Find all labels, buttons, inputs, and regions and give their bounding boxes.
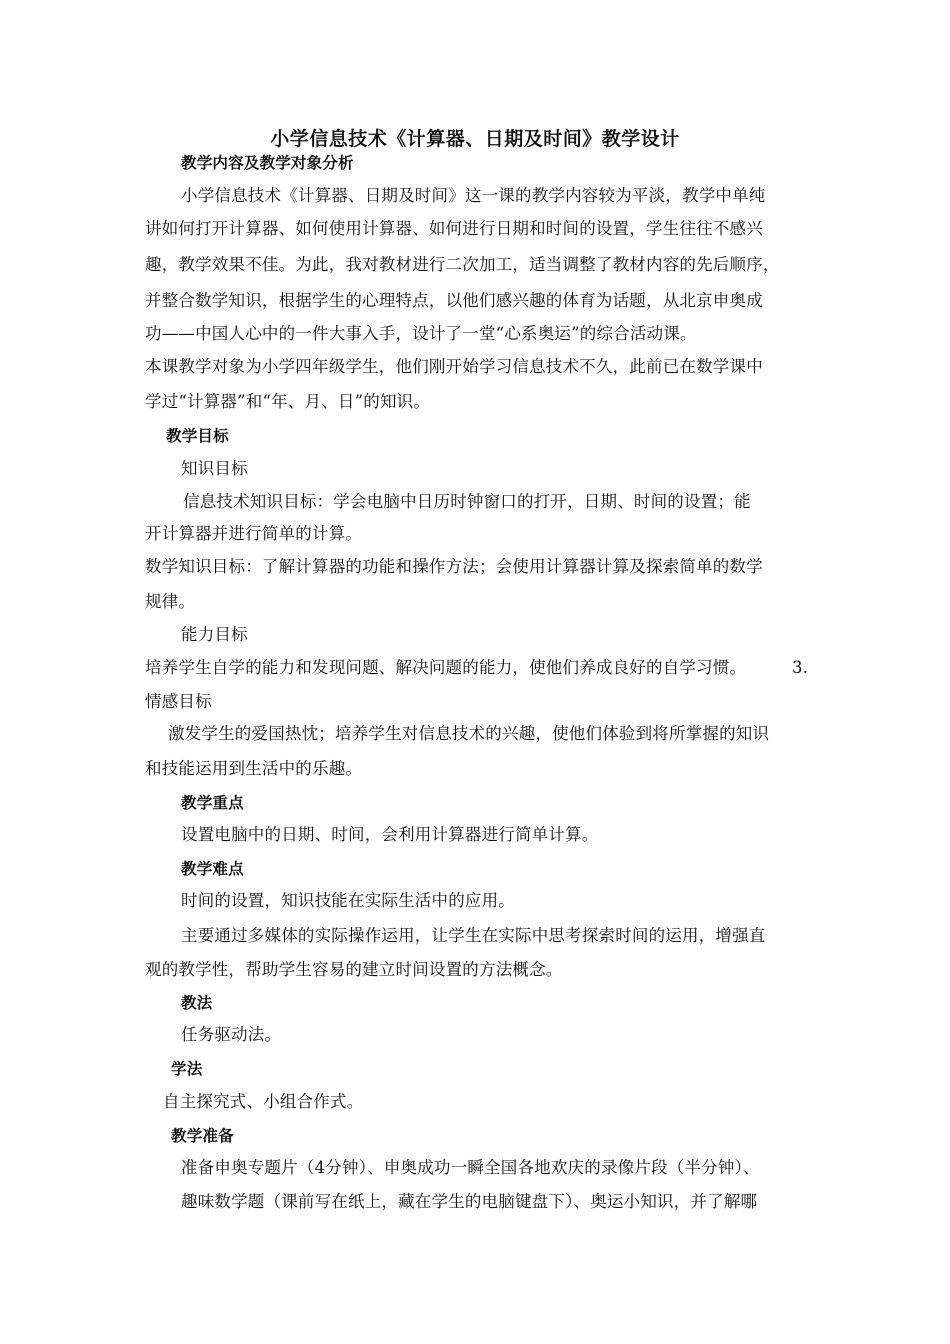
- document-title: 小学信息技术《计算器、日期及时间》教学设计: [270, 128, 680, 150]
- paragraph-line: 趣，教学效果不佳。为此，我对教材进行二次加工，适当调整了教材内容的先后顺序，: [145, 255, 780, 274]
- paragraph-line: 数学知识目标：了解计算器的功能和操作方法；会使用计算器计算及探索简单的数学: [145, 557, 763, 576]
- heading-difficulties: 教学难点: [181, 860, 244, 878]
- paragraph-line: 观的教学性，帮助学生容易的建立时间设置的方法概念。: [145, 960, 563, 979]
- paragraph-line: 设置电脑中的日期、时间，会利用计算器进行简单计算。: [181, 825, 599, 844]
- heading-teaching-goals: 教学目标: [166, 427, 229, 445]
- paragraph-line: 自主探究式、小组合作式。: [163, 1092, 364, 1111]
- paragraph-line: 主要通过多媒体的实际操作运用，让学生在实际中思考探索时间的运用，增强直: [181, 926, 766, 945]
- paragraph-line: 小学信息技术《计算器、日期及时间》这一课的教学内容较为平淡，教学中单纯: [181, 186, 766, 205]
- subheading-ability-goals: 能力目标: [181, 625, 248, 644]
- heading-key-points: 教学重点: [181, 794, 244, 812]
- paragraph-line: 并整合数学知识，根据学生的心理特点，以他们感兴趣的体育为话题，从北京申奥成: [145, 291, 763, 310]
- paragraph-line: 激发学生的爱国热忱；培养学生对信息技术的兴趣，使他们体验到将所掌握的知识: [168, 724, 770, 743]
- paragraph-line: 讲如何打开计算器、如何使用计算器、如何进行日期和时间的设置，学生往往不感兴: [145, 219, 763, 238]
- paragraph-line: 培养学生自学的能力和发现问题、解决问题的能力，使他们养成良好的自学习惯。: [145, 658, 747, 677]
- paragraph-line: 开计算器并进行简单的计算。: [145, 524, 363, 543]
- paragraph-line: 趣味数学题（课前写在纸上，藏在学生的电脑键盘下）、奥运小知识，并了解哪: [181, 1192, 758, 1211]
- paragraph-line: 任务驱动法。: [181, 1025, 282, 1044]
- paragraph-line: 本课教学对象为小学四年级学生，他们刚开始学习信息技术不久，此前已在数学课中: [145, 357, 763, 376]
- subheading-knowledge-goals: 知识目标: [181, 459, 248, 478]
- paragraph-line: 准备申奥专题片（4分钟）、申奥成功一瞬全国各地欢庆的录像片段（半分钟）、: [181, 1158, 760, 1177]
- paragraph-line: 和技能运用到生活中的乐趣。: [145, 759, 363, 778]
- paragraph-line: 功——中国人心中的一件大事入手，设计了一堂“心系奥运”的综合活动课。: [145, 324, 697, 343]
- subheading-emotion-goals: 情感目标: [145, 692, 212, 711]
- heading-preparation: 教学准备: [171, 1127, 234, 1145]
- paragraph-line: 规律。: [145, 592, 196, 611]
- paragraph-line: 信息技术知识目标：学会电脑中日历时钟窗口的打开，日期、时间的设置；能: [183, 492, 751, 511]
- paragraph-line: 时间的设置，知识技能在实际生活中的应用。: [181, 891, 515, 910]
- heading-learning-method: 学法: [171, 1060, 203, 1078]
- heading-content-analysis: 教学内容及教学对象分析: [181, 154, 354, 172]
- paragraph-line: 学过“计算器”和“年、月、日”的知识。: [145, 392, 431, 411]
- heading-teaching-method: 教法: [181, 994, 213, 1012]
- list-number: 3.: [792, 658, 809, 677]
